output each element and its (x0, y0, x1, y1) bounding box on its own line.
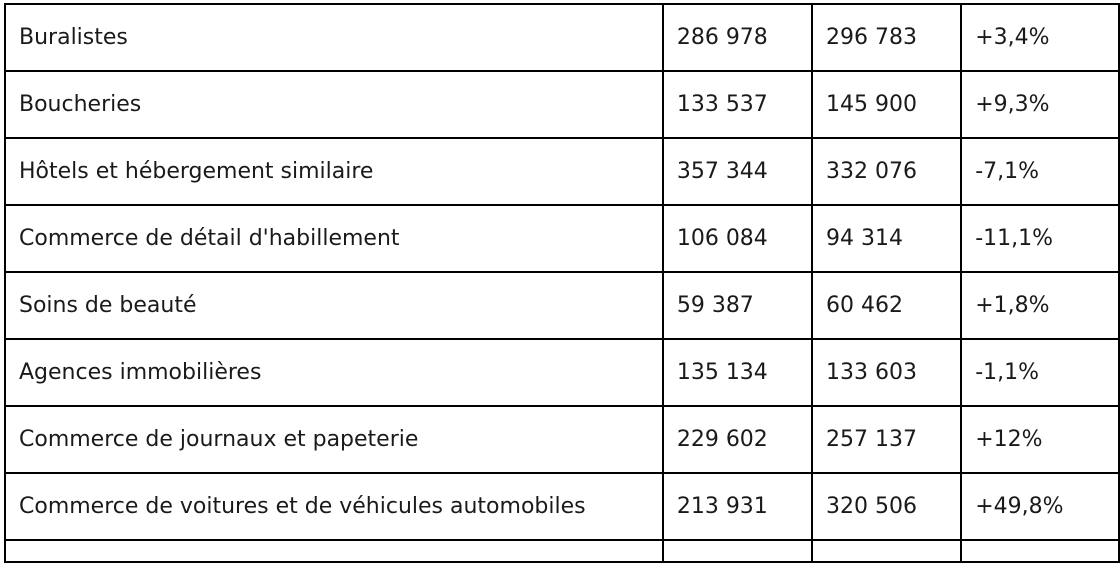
value-2020-cell: 257 137 (812, 406, 961, 473)
value-2019-cell: 135 134 (663, 339, 812, 406)
value-2020-cell: 60 462 (812, 272, 961, 339)
sector-cell: Commerce de voitures et de véhicules automobiles (5, 473, 663, 540)
sector-cell: Buralistes (5, 4, 663, 71)
change-cell: -11,1% (961, 205, 1119, 272)
value-2019-cell: 286 978 (663, 4, 812, 71)
table-row (5, 71, 1119, 138)
change-cell: +9,3% (961, 71, 1119, 138)
data-table-container (4, 3, 1120, 563)
value-2019-cell: 357 344 (663, 138, 812, 205)
sector-cell: Agences immobilières (5, 339, 663, 406)
value-2019-cell: 133 537 (663, 71, 812, 138)
change-cell: -7,1% (961, 138, 1119, 205)
value-2020-cell: 320 506 (812, 473, 961, 540)
table-row (5, 272, 1119, 339)
table-row-cut-off (5, 540, 1119, 562)
value-2020-cell: 296 783 (812, 4, 961, 71)
table-row (5, 406, 1119, 473)
table-row (5, 138, 1119, 205)
sector-cell: Soins de beauté (5, 272, 663, 339)
value-2019-cell: 106 084 (663, 205, 812, 272)
change-cell: +3,4% (961, 4, 1119, 71)
value-2019-cell: 213 931 (663, 473, 812, 540)
sector-cell: Commerce de détail d'habillement (5, 205, 663, 272)
change-cell: +49,8% (961, 473, 1119, 540)
sector-cell: Hôtels et hébergement similaire (5, 138, 663, 205)
change-cell: +1,8% (961, 272, 1119, 339)
value-2019-cell: 59 387 (663, 272, 812, 339)
data-table (4, 3, 1120, 563)
sector-cell: Commerce de journaux et papeterie (5, 406, 663, 473)
table-row (5, 4, 1119, 71)
value-2020-cell: 133 603 (812, 339, 961, 406)
value-2020-cell: 332 076 (812, 138, 961, 205)
value-2020-cell: 145 900 (812, 71, 961, 138)
table-row (5, 339, 1119, 406)
table-row (5, 473, 1119, 540)
sector-cell: Boucheries (5, 71, 663, 138)
change-cell: +12% (961, 406, 1119, 473)
table-row (5, 205, 1119, 272)
change-cell: -1,1% (961, 339, 1119, 406)
value-2020-cell: 94 314 (812, 205, 961, 272)
value-2019-cell: 229 602 (663, 406, 812, 473)
